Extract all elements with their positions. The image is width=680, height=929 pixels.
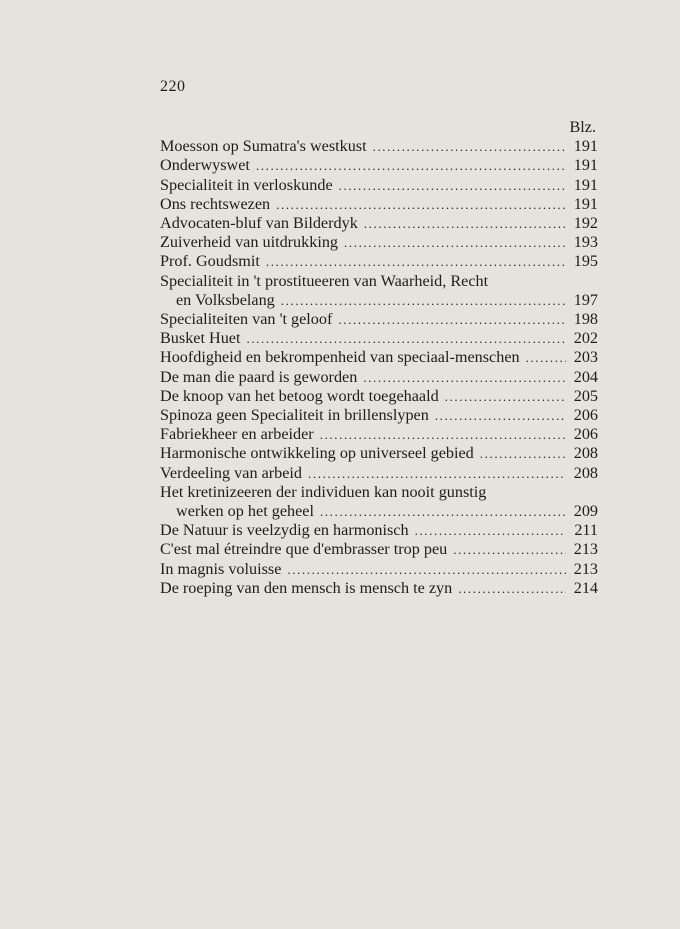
toc-entry-title: Specialiteit in 't prostitueeren van Waarheid, Recht <box>160 271 489 290</box>
toc-entry-page: 206 <box>573 425 598 444</box>
toc-entry-line <box>160 483 598 502</box>
toc-entry-title: De Natuur is veelzydig en harmonisch <box>160 521 409 540</box>
toc-entry-page: 202 <box>573 329 598 348</box>
dot-leader <box>314 425 566 444</box>
toc-entry-page: 195 <box>573 252 598 271</box>
toc-entry-title: Advocaten-bluf van Bilderdyk <box>160 214 358 232</box>
toc-entry-title: Specialiteit in verloskunde <box>160 175 333 194</box>
toc-entry-page: 198 <box>573 310 598 329</box>
toc-entry-page: 192 <box>573 214 598 232</box>
toc-entry <box>160 195 598 214</box>
dot-leader <box>520 348 566 367</box>
toc-entry <box>160 310 598 329</box>
toc-entry-page: 191 <box>573 194 598 213</box>
dot-leader <box>332 310 566 329</box>
toc-entry-page: 191 <box>573 175 598 194</box>
toc-entry <box>160 156 598 175</box>
dot-leader <box>429 406 566 425</box>
dot-leader <box>281 560 566 579</box>
toc-entry-page: 213 <box>573 540 598 559</box>
dot-leader <box>333 176 566 195</box>
toc-entry <box>160 425 598 444</box>
dot-leader <box>474 444 566 463</box>
toc-entry-page: 208 <box>573 444 598 463</box>
toc-entry-title: Hoofdigheid en bekrompenheid van speciaal-menschen <box>160 348 520 367</box>
toc-entry <box>160 214 598 233</box>
dot-leader <box>452 579 566 598</box>
toc-entry-page: 213 <box>573 559 598 578</box>
toc-entry-title: Fabriekheer en arbeider <box>160 425 314 444</box>
page-number: 220 <box>160 78 186 95</box>
toc-entry <box>160 329 598 348</box>
toc-entry-page: 191 <box>573 156 598 175</box>
toc-entry-title: Het kretinizeeren der individuen kan nooit gunstig <box>160 482 487 501</box>
dot-leader <box>314 502 566 521</box>
toc-entry-continuation: werken op het geheel <box>176 502 314 521</box>
toc-entry-page: 206 <box>573 406 598 425</box>
toc-entry-page: 191 <box>573 137 598 156</box>
toc-entry <box>160 176 598 195</box>
toc-entry-title: Spinoza geen Specialiteit in brillenslypen <box>160 406 429 425</box>
dot-leader <box>270 195 566 214</box>
toc-entry-line <box>160 291 598 310</box>
toc-entry <box>160 560 598 579</box>
dot-leader <box>260 252 566 271</box>
toc-entry <box>160 464 598 483</box>
toc-entry <box>160 406 598 425</box>
toc-entry-title: Onderwyswet <box>160 156 250 175</box>
toc-entry-line <box>160 502 598 521</box>
dot-leader <box>409 521 566 540</box>
toc-entry-continuation: en Volksbelang <box>176 290 275 309</box>
dot-leader <box>358 214 566 233</box>
toc-entry-page: 208 <box>573 463 598 482</box>
toc-entry-title: C'est mal étreindre que d'embrasser trop peu <box>160 540 448 559</box>
toc-entry-page: 214 <box>573 578 598 597</box>
toc-entry-title: Busket Huet <box>160 329 241 348</box>
toc-entry-page: 211 <box>574 521 598 540</box>
toc-entry-page: 205 <box>573 386 598 405</box>
toc-entry <box>160 233 598 252</box>
dot-leader <box>447 540 566 559</box>
toc-entry-title: Verdeeling van arbeid <box>160 463 303 482</box>
toc-entry-title: Harmonische ontwikkeling op universeel gebied <box>160 444 474 463</box>
toc-entry-title: Moesson op Sumatra's westkust <box>160 137 367 156</box>
dot-leader <box>275 291 566 310</box>
toc-entry <box>160 540 598 559</box>
toc-entry-title: De roeping van den mensch is mensch te zyn <box>160 578 453 597</box>
toc-entry-title: De man die paard is geworden <box>160 367 358 386</box>
dot-leader <box>250 156 566 175</box>
toc-entry <box>160 579 598 598</box>
dot-leader <box>338 233 566 252</box>
toc-entry-title: Specialiteiten van 't geloof <box>160 310 333 329</box>
toc-entry-title: In magnis voluisse <box>160 559 282 578</box>
toc-entry-title: Ons rechtswezen <box>160 194 271 213</box>
toc-entry <box>160 368 598 387</box>
table-of-contents <box>160 118 598 598</box>
toc-entry-title: Zuiverheid van uitdrukking <box>160 233 339 252</box>
dot-leader <box>439 387 566 406</box>
toc-entry <box>160 444 598 463</box>
toc-entry <box>160 137 598 156</box>
toc-entry-page: 209 <box>573 502 598 521</box>
toc-entry <box>160 387 598 406</box>
toc-entry-page: 204 <box>573 367 598 386</box>
toc-entry <box>160 348 598 367</box>
dot-leader <box>367 137 566 156</box>
page-column-header: Blz. <box>569 118 596 136</box>
toc-entries <box>160 137 598 598</box>
toc-entry <box>160 252 598 271</box>
toc-entry-page: 193 <box>573 233 598 252</box>
toc-entry <box>160 521 598 540</box>
dot-leader <box>302 464 566 483</box>
toc-entry-line <box>160 272 598 291</box>
dot-leader <box>357 368 566 387</box>
toc-entry-title: De knoop van het betoog wordt toegehaald <box>160 386 439 405</box>
toc-entry-page: 203 <box>573 348 598 367</box>
dot-leader <box>240 329 566 348</box>
toc-entry-title: Prof. Goudsmit <box>160 252 260 271</box>
toc-entry-page: 197 <box>573 290 598 309</box>
